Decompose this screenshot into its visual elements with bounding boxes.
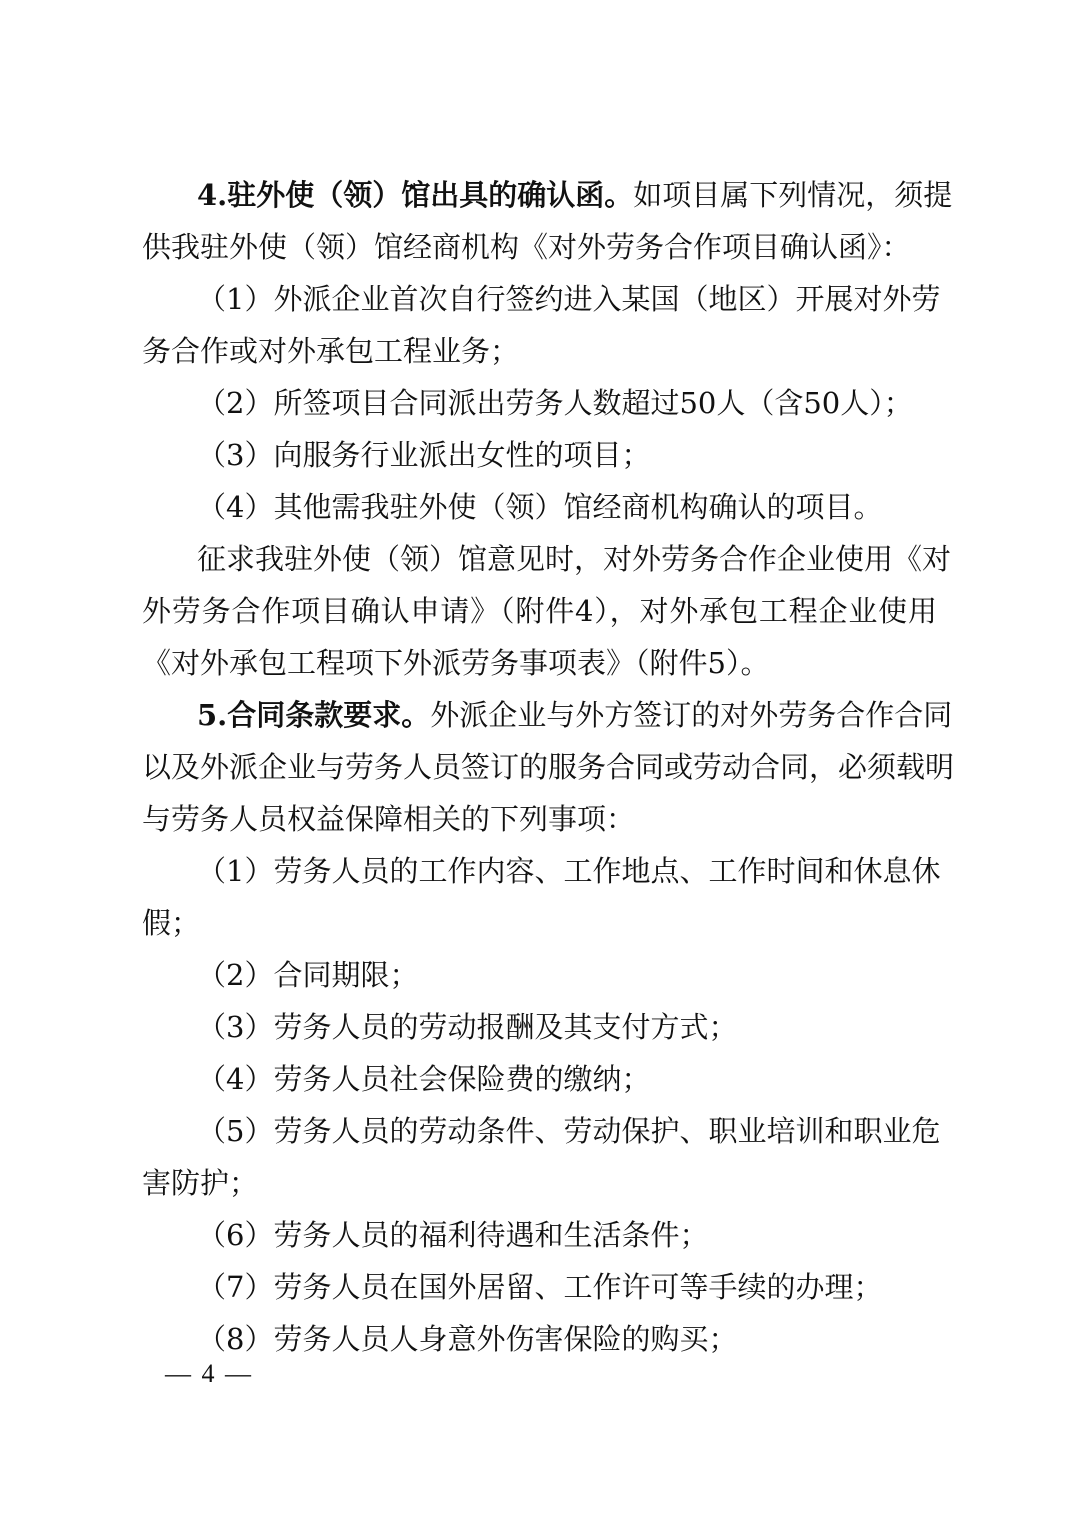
item4-note-line-3: 《对外承包工程项下外派劳务事项表》（附件5）。 xyxy=(142,646,770,680)
item5-clause4: （4）劳务人员社会保险费的缴纳； xyxy=(197,1062,651,1096)
item5-clause7: （7）劳务人员在国外居留、工作许可等手续的办理； xyxy=(197,1270,883,1304)
item5-clause8: （8）劳务人员人身意外伤害保险的购买； xyxy=(197,1322,738,1356)
item5-clause2: （2）合同期限； xyxy=(197,958,419,992)
item5-clause6: （6）劳务人员的福利待遇和生活条件； xyxy=(197,1218,709,1252)
item4-heading: 4.驻外使（领）馆出具的确认函。 xyxy=(197,178,634,212)
item4-sub1-line-1: （1）外派企业首次自行签约进入某国（地区）开展对外劳 xyxy=(197,282,941,316)
item5-line-1 xyxy=(197,695,953,735)
item4-sub3: （3）向服务行业派出女性的项目； xyxy=(197,438,651,472)
page-number: — 4 — xyxy=(165,1359,253,1388)
item5-clause1-line-1: （1）劳务人员的工作内容、工作地点、工作时间和休息休 xyxy=(197,854,941,888)
item4-note-line-1: 征求我驻外使（领）馆意见时，对外劳务合作企业使用《对 xyxy=(197,542,952,576)
item4-line-2: 供我驻外使（领）馆经商机构《对外劳务合作项目确认函》： xyxy=(142,230,911,264)
item4-sub4: （4）其他需我驻外使（领）馆经商机构确认的项目。 xyxy=(197,490,883,524)
item5-clause3: （3）劳务人员的劳动报酬及其支付方式； xyxy=(197,1010,738,1044)
item4-line-1-text: 如项目属下列情况，须提 xyxy=(633,178,953,212)
item4-sub2: （2）所签项目合同派出劳务人数超过50人（含50人）； xyxy=(197,386,913,420)
item5-line-1-text: 外派企业与外方签订的对外劳务合作合同 xyxy=(430,698,953,732)
item5-line-3: 与劳务人员权益保障相关的下列事项： xyxy=(142,802,636,836)
item4-sub1-line-2: 务合作或对外承包工程业务； xyxy=(142,334,520,368)
item5-line-2: 以及外派企业与劳务人员签订的服务合同或劳动合同，必须载明 xyxy=(142,750,955,784)
item5-clause5-line-1: （5）劳务人员的劳动条件、劳动保护、职业培训和职业危 xyxy=(197,1114,941,1148)
item4-note-line-2: 外劳务合作项目确认申请》（附件4），对外承包工程企业使用 xyxy=(142,594,937,628)
item5-clause1-line-2: 假； xyxy=(142,906,201,940)
item4-line-1 xyxy=(197,175,953,215)
item5-clause5-line-2: 害防护； xyxy=(142,1166,259,1200)
item5-heading: 5.合同条款要求。 xyxy=(197,698,431,732)
